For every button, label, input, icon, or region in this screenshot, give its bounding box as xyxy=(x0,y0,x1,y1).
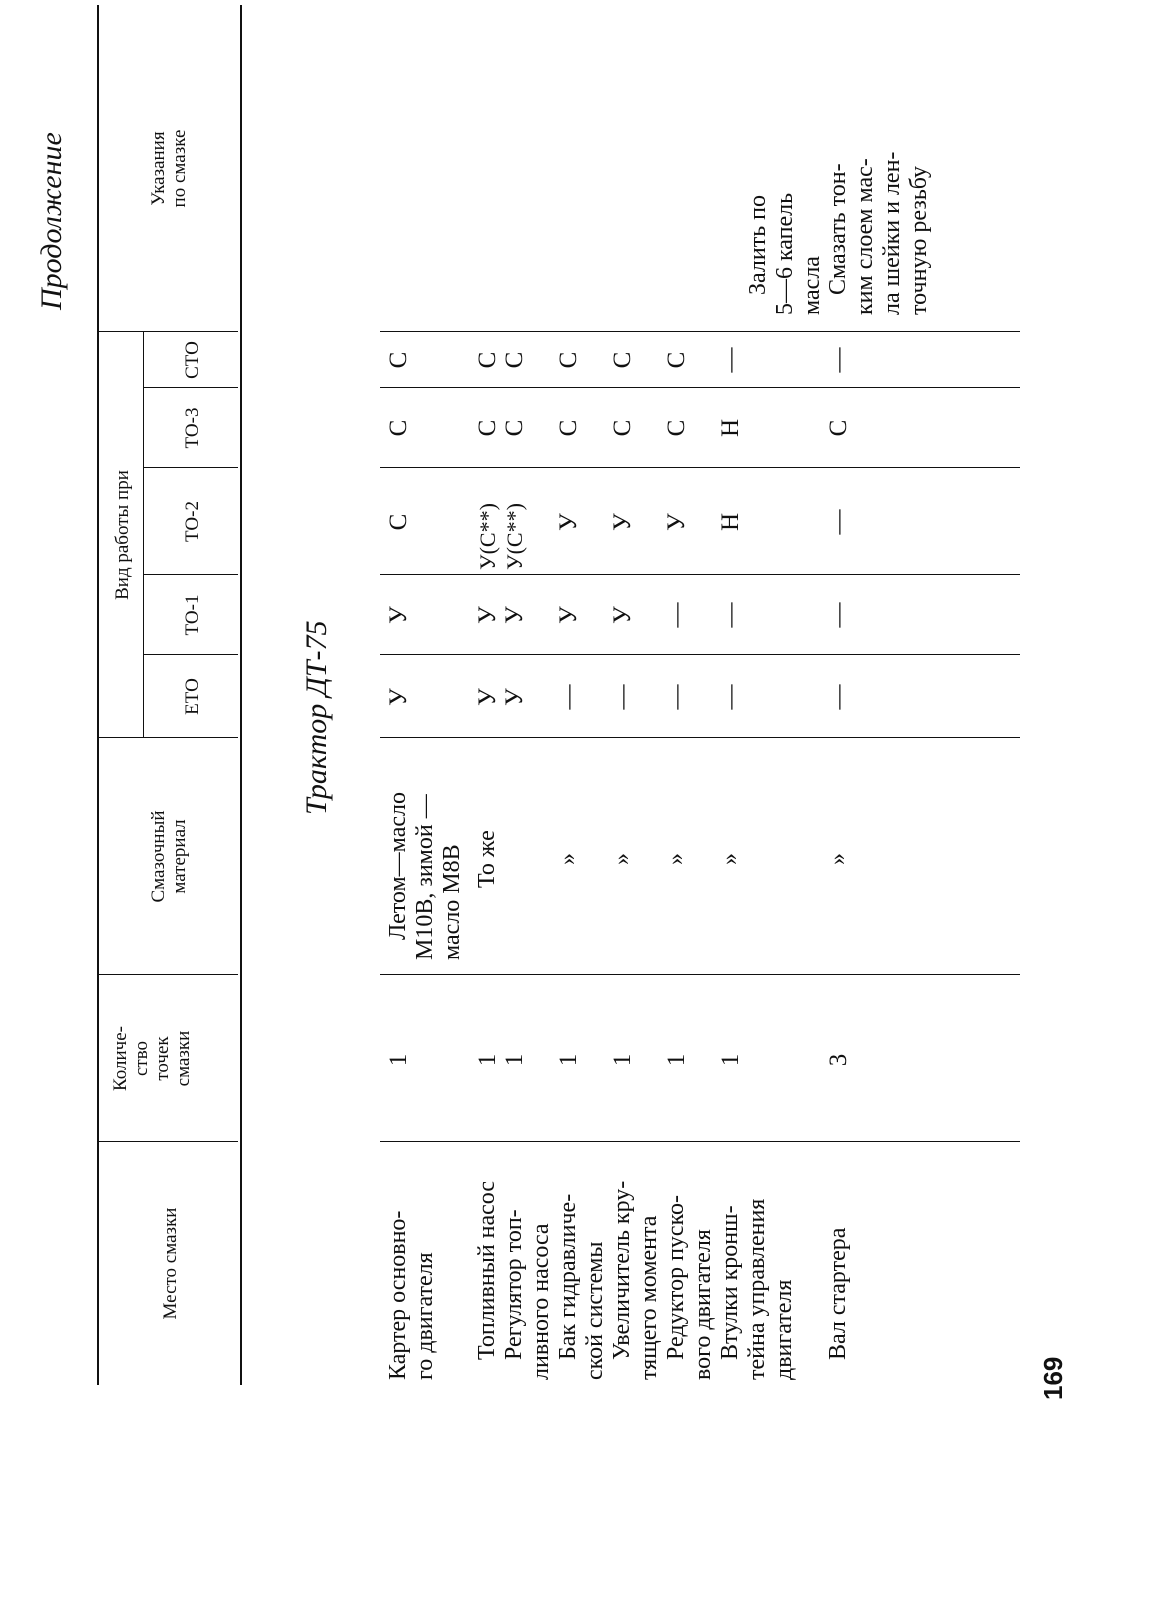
place-cell: Топливный насос xyxy=(474,1180,500,1360)
place-line: Редуктор пуско- xyxy=(663,1194,689,1360)
eto-cell: У xyxy=(385,688,412,706)
continuation-label: Продолжение xyxy=(35,132,68,310)
body-sep-3 xyxy=(380,737,1020,738)
material-line: М10В, зимой — xyxy=(412,794,438,960)
place-cell xyxy=(555,1194,609,1380)
header-bottom-rule xyxy=(240,5,242,1385)
count-cell: 1 xyxy=(717,1053,744,1067)
header-material xyxy=(148,738,190,975)
count-cell: 1 xyxy=(385,1053,412,1067)
header-count-line: Количе- xyxy=(110,1026,131,1091)
header-material-line: Смазочный xyxy=(148,810,169,903)
place-line: вого двигателя xyxy=(690,1229,716,1380)
place-cell xyxy=(385,1211,439,1380)
material-cell: То же xyxy=(474,830,500,888)
material-line: Летом—масло xyxy=(385,792,411,940)
to3-cell: С xyxy=(825,419,852,437)
eto-cell: — xyxy=(717,684,744,710)
to2-cell: — xyxy=(825,509,852,535)
to1-cell: У xyxy=(609,606,636,624)
place-line: Картер основно- xyxy=(385,1210,411,1380)
to2-cell: У xyxy=(555,513,582,531)
header-count-line: смазки xyxy=(173,1030,194,1087)
place-line: Втулки кронш- xyxy=(717,1205,743,1360)
work-subheader-rule xyxy=(143,332,144,738)
notes-line: точную резьбу xyxy=(906,165,932,315)
to1-cell: — xyxy=(717,602,744,628)
header-count-line: ство xyxy=(131,1040,152,1077)
to1-cell: У xyxy=(555,606,582,624)
sto-cell: С xyxy=(555,351,582,369)
to2-cell: С xyxy=(385,513,412,531)
count-cell: 3 xyxy=(825,1053,852,1067)
place-line: тейна управления xyxy=(744,1198,770,1380)
count-cell: 1 xyxy=(663,1053,690,1067)
notes-line: Смазать тон- xyxy=(825,163,851,295)
to2-cell: У(С**) xyxy=(502,503,527,570)
place-line: го двигателя xyxy=(412,1252,438,1380)
to3-cell: С xyxy=(501,419,528,437)
material-cell: » xyxy=(717,853,743,865)
place-cell xyxy=(663,1195,717,1380)
section-title: Трактор ДТ-75 xyxy=(300,620,333,815)
eto-cell: — xyxy=(609,684,636,710)
to2-cell: У(С**) xyxy=(475,503,500,570)
page-number: 169 xyxy=(1038,1356,1068,1400)
header-to2: ТО-2 xyxy=(182,501,203,542)
header-notes-line: по смазке xyxy=(169,129,190,208)
header-count-line: точек xyxy=(152,1036,173,1081)
to1-cell: У xyxy=(474,606,501,624)
count-cell: 1 xyxy=(474,1053,501,1067)
body-sep-4 xyxy=(380,654,1020,655)
sto-cell: С xyxy=(609,351,636,369)
notes-line: масла xyxy=(799,256,825,315)
to3-cell: С xyxy=(385,419,412,437)
to2-cell: У xyxy=(609,513,636,531)
body-sep-6 xyxy=(380,467,1020,468)
material-cell xyxy=(385,792,466,960)
sto-cell: С xyxy=(385,351,412,369)
to1-cell: — xyxy=(663,602,690,628)
place-cell xyxy=(609,1181,663,1380)
sto-cell: С xyxy=(474,351,501,369)
count-cell: 1 xyxy=(609,1053,636,1067)
header-notes-line: Указания xyxy=(148,131,169,206)
header-place: Место смазки xyxy=(160,1207,181,1320)
material-line: масло М8В xyxy=(439,844,465,960)
body-sep-1 xyxy=(380,1141,1020,1142)
header-to1: ТО-1 xyxy=(182,594,203,636)
place-cell xyxy=(717,1199,798,1380)
place-line: ливного насоса xyxy=(528,1223,554,1380)
notes-cell xyxy=(745,193,826,315)
material-cell: » xyxy=(663,853,689,865)
place-line: Регулятор топ- xyxy=(501,1209,527,1360)
header-work-type: Вид работы при xyxy=(112,470,133,600)
eto-cell: — xyxy=(825,684,852,710)
header-to3: ТО-3 xyxy=(182,407,203,449)
place-line: Увеличитель кру- xyxy=(609,1180,635,1360)
to3-cell: С xyxy=(609,419,636,437)
sto-cell: С xyxy=(501,351,528,369)
notes-line: ла шейки и лен- xyxy=(879,151,905,315)
place-cell: Вал стартера xyxy=(825,1227,851,1360)
place-line: двигателя xyxy=(771,1279,797,1380)
eto-cell: — xyxy=(555,684,582,710)
eto-cell: У xyxy=(501,688,528,706)
sto-cell: С xyxy=(663,351,690,369)
table-top-rule xyxy=(97,5,99,1385)
notes-line: ким слоем мас- xyxy=(852,158,878,315)
header-eto: ЕТО xyxy=(182,678,203,715)
place-cell xyxy=(501,1209,555,1380)
header-material-line: материал xyxy=(169,819,190,894)
material-cell: » xyxy=(555,853,581,865)
to3-cell: С xyxy=(474,419,501,437)
place-line: тящего момента xyxy=(636,1215,662,1380)
place-line: Бак гидравличе- xyxy=(555,1193,581,1360)
body-sep-2 xyxy=(380,974,1020,975)
eto-cell: — xyxy=(663,684,690,710)
header-sto: СТО xyxy=(182,341,203,379)
count-cell: 1 xyxy=(555,1053,582,1067)
material-cell: » xyxy=(609,853,635,865)
notes-cell xyxy=(825,152,933,315)
to2-cell: У xyxy=(663,513,690,531)
sto-cell: — xyxy=(825,347,852,373)
notes-line: Залить по xyxy=(745,195,771,295)
count-cell: 1 xyxy=(501,1053,528,1067)
to2-cell: Н xyxy=(717,512,744,532)
to3-cell: Н xyxy=(717,418,744,438)
to1-cell: — xyxy=(825,602,852,628)
notes-line: 5—6 капель xyxy=(772,192,798,315)
to3-cell: С xyxy=(663,419,690,437)
place-line: ской системы xyxy=(582,1241,608,1380)
material-cell: » xyxy=(825,853,851,865)
eto-cell: У xyxy=(474,688,501,706)
body-sep-5 xyxy=(380,574,1020,575)
to1-cell: У xyxy=(385,606,412,624)
to1-cell: У xyxy=(501,606,528,624)
header-count xyxy=(110,975,194,1142)
to3-cell: С xyxy=(555,419,582,437)
header-notes xyxy=(148,5,190,332)
sto-cell: — xyxy=(717,347,744,373)
